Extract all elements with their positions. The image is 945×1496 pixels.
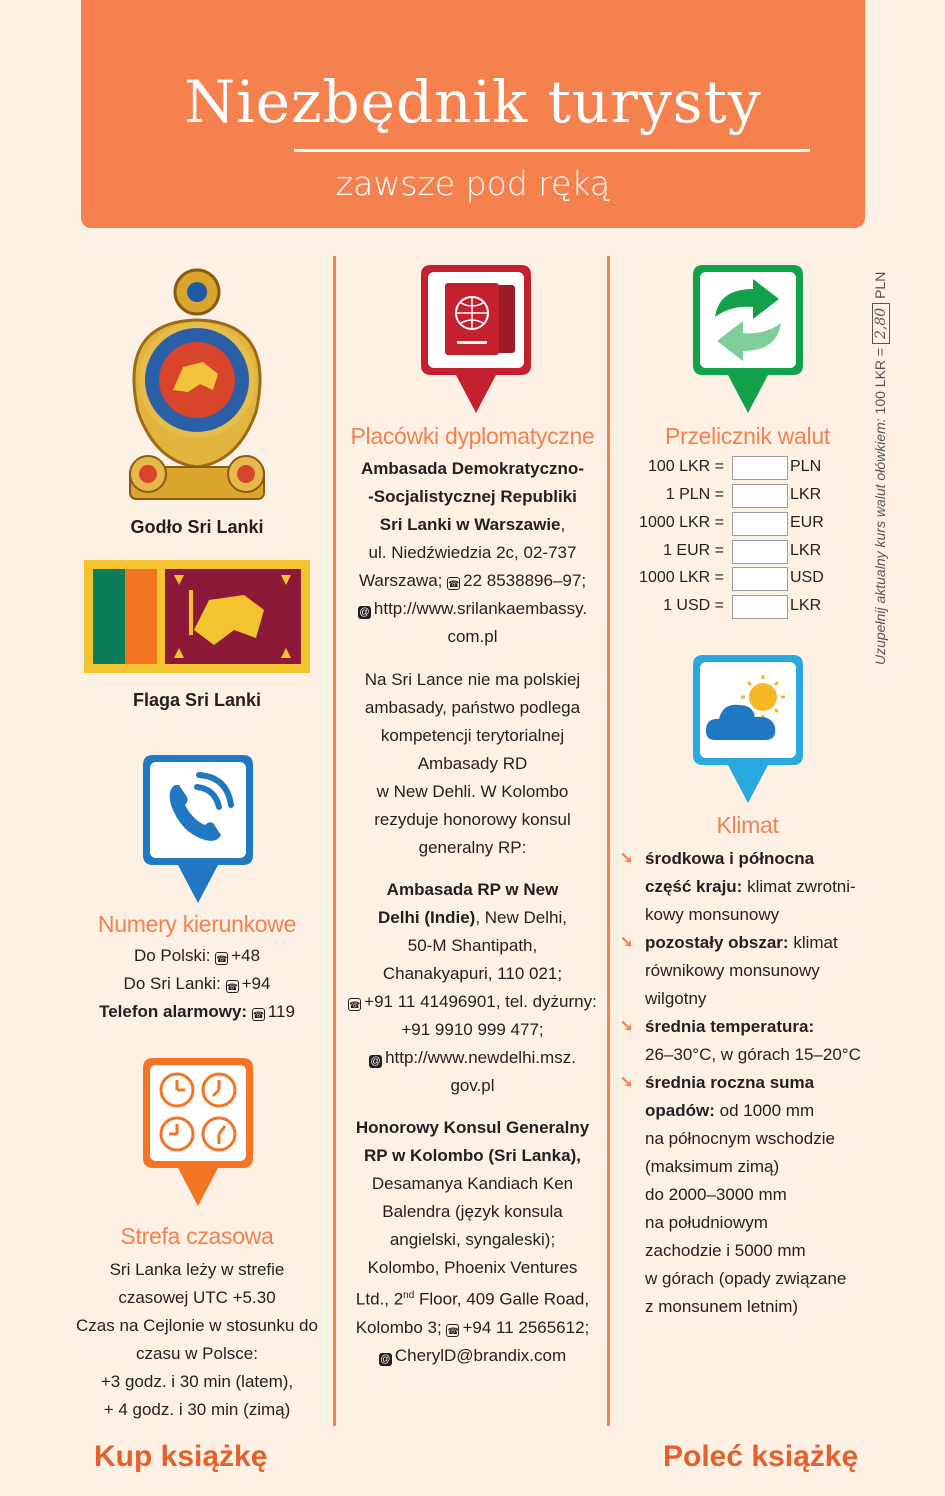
climate-item-label: środkowa i północna [645,849,815,868]
embassy-url-cont[interactable]: com.pl [447,627,498,646]
page-subtitle: zawsze pod ręką [335,164,611,203]
climate-item-text: od 1000 mm [714,1101,815,1120]
climate-item-text: na południowym [645,1213,768,1232]
delhi-url-cont[interactable]: gov.pl [450,1076,495,1095]
email-icon: @ [359,607,370,618]
note-line: kompetencji terytorialnej [380,726,565,745]
climate-item-label: część kraju: [645,877,743,896]
consul-line: Desamanya Kandiach Ken [371,1174,574,1193]
phone-srilanka-row [84,970,310,998]
email-icon: @ [370,1056,381,1067]
note-line: ambasady, państwo podlega [364,698,581,717]
climate-item [620,845,880,929]
arrow-icon: ➘ [620,850,634,867]
converter-lhs: 100 LKR = [647,458,724,475]
climate-item-label: średnia temperatura: [645,1017,815,1036]
consul-line: angielski, syngaleski); [389,1230,556,1249]
converter-rhs: LKR [790,597,822,614]
climate-item-text: równikowy monsunowy [645,961,820,980]
column-divider-left [333,256,336,1426]
consul-address-a: Ltd., 2 [355,1289,404,1309]
note-line: Na Sri Lance nie ma polskiej [364,670,581,689]
flag-image [84,560,310,673]
consul-address-b: Floor, 409 Galle Road, [414,1289,590,1309]
phone-pin-icon [143,755,253,905]
converter-lhs: 1 PLN = [665,486,724,503]
converter-input[interactable] [732,567,788,591]
embassy-url[interactable]: http://www.srilankaembassy. [373,599,588,618]
timezone-line: czasowej UTC +5.30 [118,1288,276,1307]
exchange-note-text: Uzupełnij aktualny kurs walut ołówkiem: [872,418,888,665]
consul-colombo [340,1114,605,1370]
timezone-line: czasu w Polsce: [136,1344,258,1363]
phone-icon: ☎ [447,1325,459,1336]
exchange-note-unit: PLN [872,271,888,299]
climate-item-text: na północnym wschodzie [645,1129,835,1148]
note-line: Ambasady RD [417,754,528,773]
climate-item-text: wilgotny [645,989,707,1008]
consul-address [340,1282,605,1314]
converter-rhs: EUR [790,514,824,531]
phone-icon: ☎ [216,954,228,964]
diplomatic-title: Placówki dyplomatyczne [350,423,595,449]
consul-line: Kolombo, Phoenix Ventures [367,1258,578,1277]
converter-row [640,484,840,510]
phones-title: Numery kierunkowe [97,911,297,937]
exchange-note-value[interactable]: 2,80 [872,303,890,344]
converter-title: Przelicznik walut [665,423,830,449]
delhi-city: , New Delhi, [475,908,567,927]
climate-item [620,929,880,1013]
timezone-line: +3 godz. i 30 min (latem), [100,1372,294,1391]
embassy-delhi [340,876,605,1100]
timezone-line: Sri Lanka leży w strefie [109,1260,285,1279]
delhi-address: 50-M Shantipath, [407,936,538,955]
climate-item-text: (maksimum zimą) [645,1157,780,1176]
embassy-phone: 22 8538896–97; [463,571,587,590]
title-underline [294,149,810,152]
phone-icon: ☎ [226,982,238,992]
converter-row [640,595,840,621]
converter-rhs: USD [790,569,824,586]
climate-item-text: 26–30°C, w górach 15–20°C [645,1045,861,1064]
phone-icon: ☎ [349,1000,361,1010]
consul-name-line: Honorowy Konsul Generalny [355,1118,590,1137]
climate-item-text: klimat [788,933,838,952]
delhi-url[interactable]: http://www.newdelhi.msz. [385,1048,576,1067]
converter-lhs: 1 EUR = [663,542,724,559]
converter-row [640,540,840,566]
consul-city: Kolombo 3; [355,1317,442,1337]
emblem-caption: Godło Sri Lanki [130,517,264,537]
passport-pin-icon [421,265,531,415]
embassy-name-line: -Socjalistycznej Republiki [368,487,577,506]
climate-item-text: z monsunem letnim) [645,1297,799,1316]
arrow-icon: ➘ [620,934,634,951]
converter-input[interactable] [732,484,788,508]
converter-row [640,456,840,482]
converter-input[interactable] [732,595,788,619]
exchange-note-lhs: 100 LKR = [872,347,888,415]
converter-rhs: LKR [790,486,822,503]
converter-row [640,512,840,538]
converter-row [640,567,840,593]
timezone-title: Strefa czasowa [120,1223,274,1249]
consul-address-sup: nd [403,1290,415,1301]
flag-caption: Flaga Sri Lanki [132,690,262,710]
phone-icon: ☎ [252,1010,265,1020]
converter-rhs: PLN [790,458,822,475]
buy-book-link[interactable]: Kup książkę [94,1440,268,1473]
climate-item-text: do 2000–3000 mm [645,1185,787,1204]
timezone-line: Czas na Cejlonie w stosunku do [76,1316,318,1335]
embassy-name-line: Sri Lanki w Warszawie [379,515,561,534]
converter-input[interactable] [732,456,788,480]
delhi-phone: +91 11 41496901, tel. dyżurny: [364,992,597,1011]
delhi-name-line: Ambasada RP w New [386,880,559,899]
exchange-pin-icon [693,265,803,415]
phone-poland-row [84,942,310,970]
climate-item-text: klimat zwrotni- [742,877,856,896]
consul-name-line: RP w Kolombo (Sri Lanka), [364,1146,581,1165]
consul-phone: +94 11 2565612; [462,1317,590,1337]
weather-pin-icon [693,655,803,805]
climate-title: Klimat [716,812,779,838]
climate-list [620,845,880,1321]
arrow-icon: ➘ [620,1018,634,1035]
emergency-value: 119 [267,1002,295,1021]
embassy-city: Warszawa; [358,571,443,590]
delhi-phone-duty: +91 9910 999 477; [401,1020,544,1039]
climate-item-label: średnia roczna suma [645,1073,815,1092]
delhi-address: Chanakyapuri, 110 021; [382,964,563,983]
consul-email[interactable]: CherylD@brandix.com [394,1345,567,1365]
climate-item-text: kowy monsunowy [645,905,780,924]
emblem-image [108,262,286,507]
converter-input[interactable] [732,512,788,536]
phone-codes [84,942,310,1026]
emergency-label: Telefon alarmowy: [99,1002,248,1021]
phone-icon: ☎ [448,579,460,589]
converter-input[interactable] [732,540,788,564]
climate-item-text: zachodzie i 5000 mm [645,1241,806,1260]
header-banner [81,0,865,228]
converter-lhs: 1 USD = [663,597,724,614]
consul-line: Balendra (język konsula [382,1202,563,1221]
exchange-rate-note [872,272,890,665]
phone-poland-label: Do Polski: [133,946,211,965]
timezone-line: + 4 godz. i 30 min (zimą) [103,1400,291,1419]
climate-item-label: opadów: [645,1101,715,1120]
embassy-warsaw: Ambasada Demokratyczno- -Socjalistycznej Republiki Sri Lanki w Warszawie, ul. Niedźwiedzia 2c, 02-737 Warszawa; ☎ 22 8538896–97; @ http://www.srilankaembassy. com.pl [340,455,605,651]
converter-lhs: 1000 LKR = [639,569,724,586]
clock-pin-icon [143,1058,253,1208]
no-embassy-note [340,666,605,862]
note-line: generalny RP: [418,838,527,857]
email-icon: @ [380,1353,391,1365]
climate-item-text: w górach (opady związane [645,1269,847,1288]
phone-poland-value: +48 [231,946,261,965]
arrow-icon: ➘ [620,1074,634,1091]
recommend-book-link[interactable]: Poleć książkę [663,1440,859,1473]
page-title: Niezbędnik turysty [184,68,762,136]
climate-item [620,1013,880,1069]
note-line: w New Dehli. W Kolombo [376,782,569,801]
phone-srilanka-label: Do Sri Lanki: [123,974,221,993]
column-divider-right [607,256,610,1426]
emergency-row [84,998,310,1026]
phone-srilanka-value: +94 [241,974,271,993]
delhi-name-line: Delhi (Indie) [378,908,476,927]
converter-lhs: 1000 LKR = [639,514,724,531]
note-line: rezyduje honorowy konsul [374,810,571,829]
timezone-text [70,1256,324,1424]
embassy-address: ul. Niedźwiedzia 2c, 02-737 [368,543,577,562]
converter-rhs: LKR [790,542,822,559]
climate-item-label: pozostały obszar: [645,933,789,952]
climate-item [620,1069,880,1321]
embassy-name-line: Ambasada Demokratyczno- [361,459,584,478]
